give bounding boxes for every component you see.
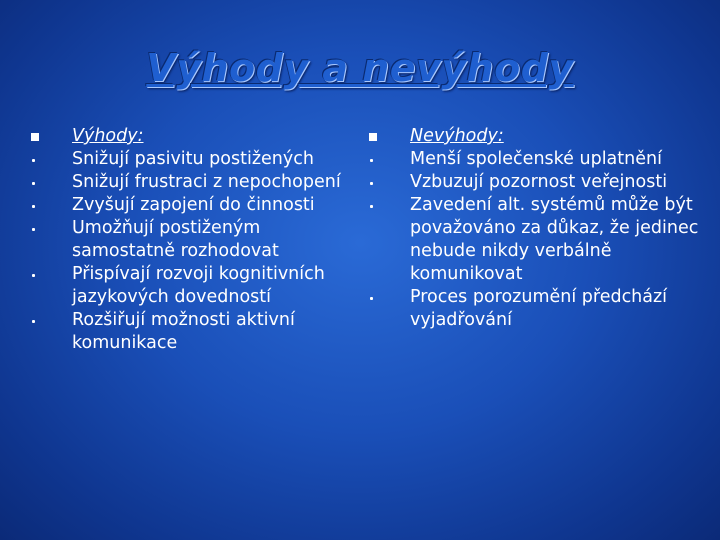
disadvantages-heading: Nevýhody: — [410, 126, 504, 146]
list-item-text: Proces porozumění předchází vyjadřování — [410, 287, 668, 330]
list-item-text: Zavedení alt. systémů může být považováno za důkaz, že jedinec nebude nikdy verbálně komunikovat — [410, 195, 699, 284]
list-item-text: Vzbuzují pozornost veřejnosti — [410, 172, 668, 192]
list-item-text: Umožňují postiženým samostatně rozhodovat — [72, 218, 279, 261]
dot-bullet-icon — [30, 194, 40, 217]
dot-bullet-icon — [30, 217, 40, 240]
dot-bullet-icon — [30, 309, 40, 332]
list-item — [22, 217, 362, 263]
square-bullet-icon — [30, 125, 40, 148]
advantages-heading-item — [22, 125, 362, 148]
list-item-text: Rozšiřují možnosti aktivní komunikace — [72, 310, 295, 353]
dot-bullet-icon — [368, 171, 378, 194]
list-item-text: Zvyšují zapojení do činnosti — [72, 195, 315, 215]
list-item — [22, 263, 362, 309]
list-item — [22, 309, 362, 355]
dot-bullet-icon — [368, 286, 378, 309]
list-item-text: Menší společenské uplatnění — [410, 149, 662, 169]
dot-bullet-icon — [30, 148, 40, 171]
square-bullet-icon — [368, 125, 378, 148]
advantages-heading: Výhody: — [72, 126, 144, 146]
slide-title: Výhody a nevýhody — [146, 46, 574, 90]
list-item-text: Přispívají rozvoji kognitivních jazykových dovedností — [72, 264, 325, 307]
list-item — [360, 286, 700, 332]
list-item — [360, 194, 700, 286]
advantages-column — [22, 125, 362, 355]
list-item — [22, 148, 362, 171]
disadvantages-heading-item — [360, 125, 700, 148]
list-item — [22, 171, 362, 194]
list-item-text: Snižují pasivitu postižených — [72, 149, 314, 169]
dot-bullet-icon — [368, 194, 378, 217]
dot-bullet-icon — [30, 263, 40, 286]
disadvantages-column — [360, 125, 700, 332]
list-item-text: Snižují frustraci z nepochopení — [72, 172, 341, 192]
dot-bullet-icon — [30, 171, 40, 194]
list-item — [360, 148, 700, 171]
list-item — [360, 171, 700, 194]
list-item — [22, 194, 362, 217]
dot-bullet-icon — [368, 148, 378, 171]
